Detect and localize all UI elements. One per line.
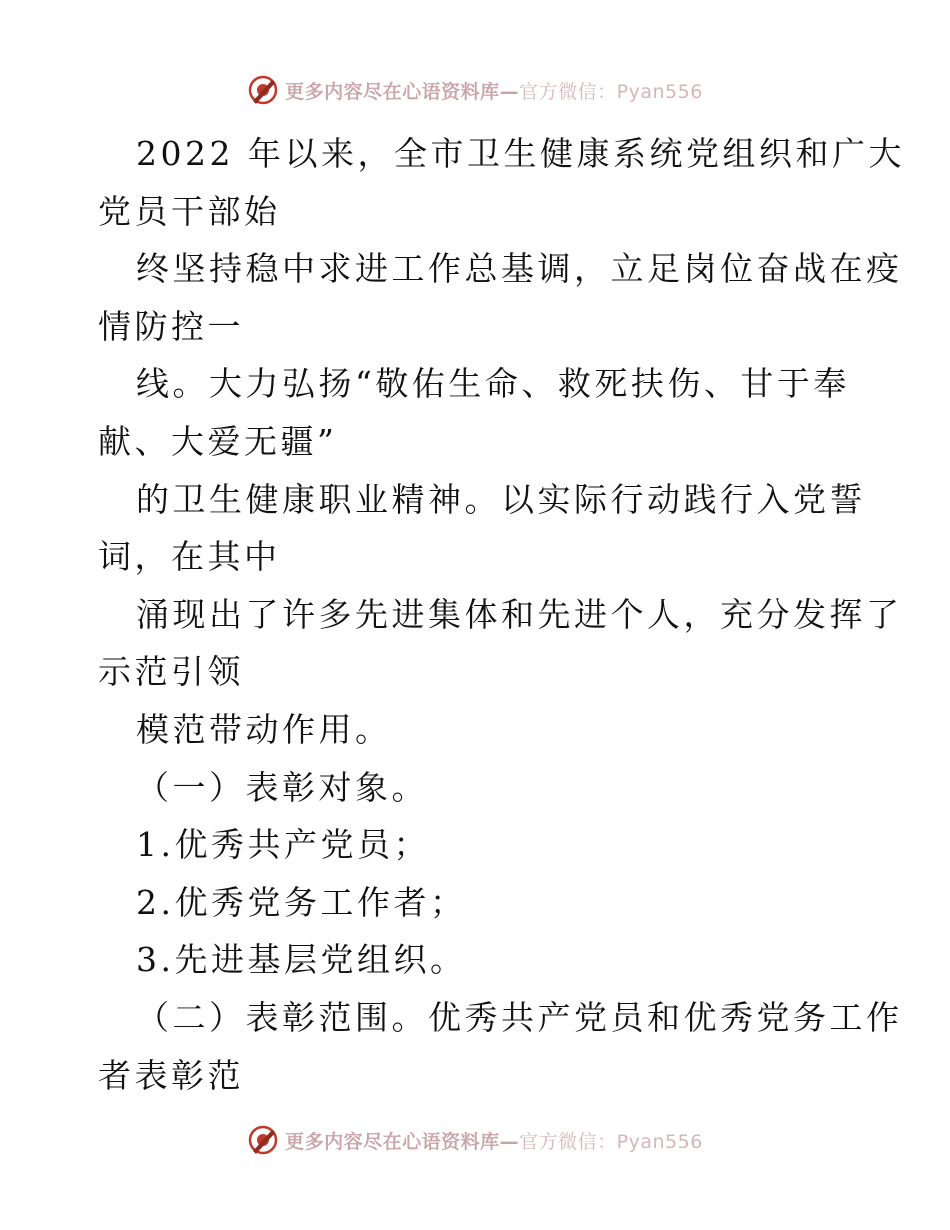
watermark-dash: — — [499, 1130, 520, 1153]
body-line: 的卫生健康职业精神。以实际行动践行入党誓 — [136, 479, 866, 519]
body-line: 涌现出了许多先进集体和先进个人，充分发挥了 — [136, 594, 903, 634]
watermark-site: 更多内容尽在心语资料库 — [285, 1130, 500, 1153]
body-line: 情防控一 — [98, 306, 244, 346]
body-line: 线。大力弘扬“敬佑生命、救死扶伤、甘于奉 — [136, 364, 850, 404]
section-heading-one: （一）表彰对象。 — [136, 767, 428, 807]
section-heading-two: （二）表彰范围。优秀共产党员和优秀党务工作 — [136, 997, 903, 1037]
header-watermark-banner — [0, 70, 950, 110]
watermark-text — [285, 77, 703, 104]
body-line: 献、大爱无疆” — [98, 421, 338, 461]
body-line: 示范引领 — [98, 652, 244, 692]
list-item: 3.先进基层党组织。 — [136, 940, 467, 980]
watermark-dash: — — [499, 80, 520, 103]
body-line: 终坚持稳中求进工作总基调，立足岗位奋战在疫 — [136, 249, 903, 289]
watermark-wechat: 官方微信：Pyan556 — [519, 1130, 703, 1153]
list-item: 1.优秀共产党员； — [136, 825, 430, 865]
document-body — [98, 125, 905, 1104]
watermark-text — [285, 1127, 703, 1154]
watermark-site: 更多内容尽在心语资料库 — [285, 80, 500, 103]
list-item: 2.优秀党务工作者； — [136, 882, 467, 922]
body-line: 模范带动作用。 — [136, 709, 392, 749]
body-line: 2022 年以来，全市卫生健康系统党组织和广大 — [136, 134, 905, 173]
body-line: 党员干部始 — [98, 191, 281, 231]
pen-logo-icon — [247, 1124, 279, 1156]
pen-logo-icon — [247, 74, 279, 106]
footer-watermark-banner — [0, 1120, 950, 1160]
body-line: 者表彰范 — [98, 1055, 244, 1095]
body-line: 词，在其中 — [98, 537, 281, 577]
watermark-wechat: 官方微信：Pyan556 — [519, 80, 703, 103]
